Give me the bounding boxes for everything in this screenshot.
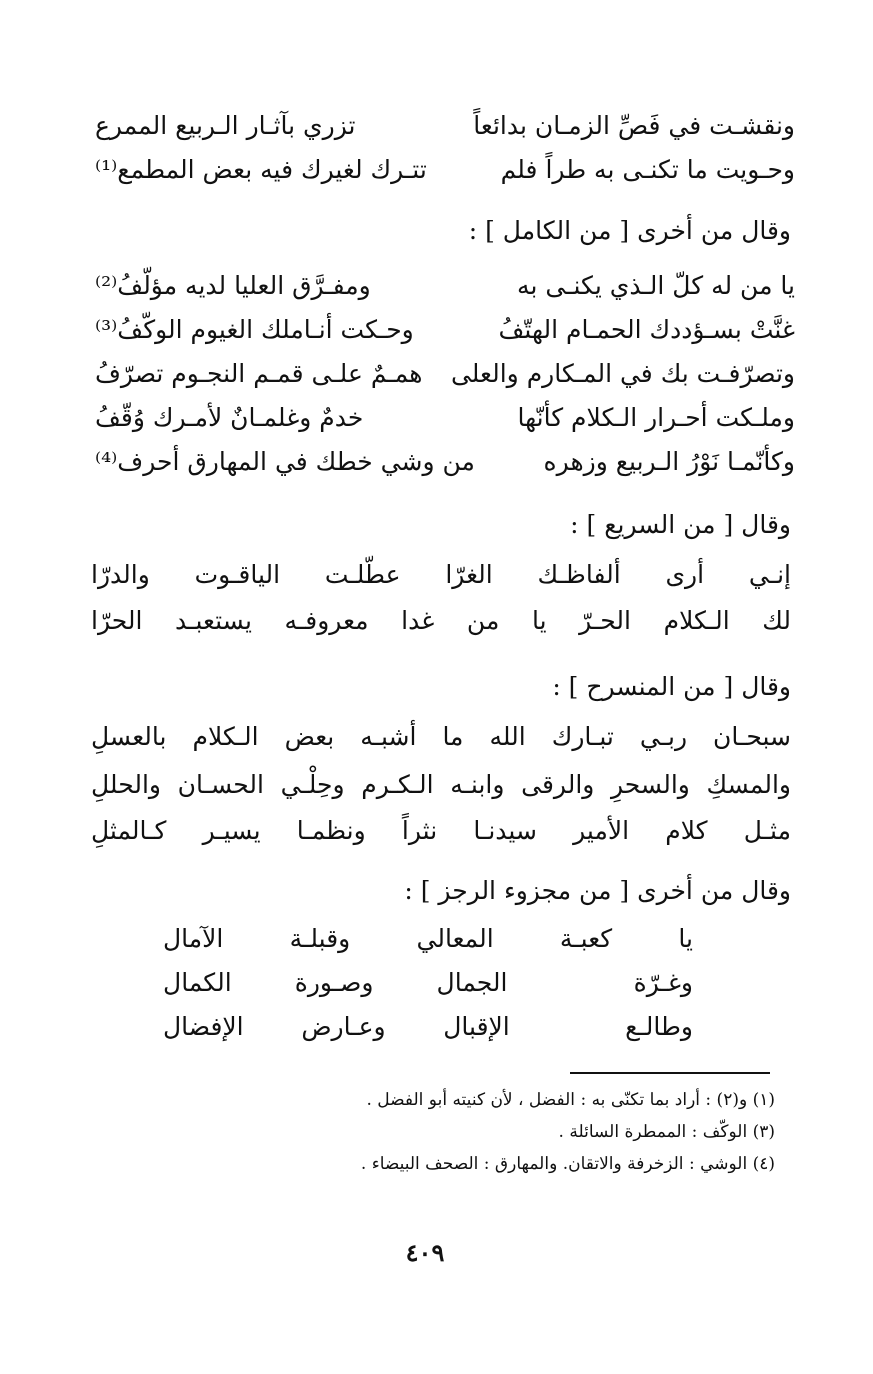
verse-hemistich-left: تزري بآثـار الـربيع الممرع [95,110,356,140]
verse-line: والمسكِ والسحرِ والرقى وابنـه الـكـرم وحِلْـي الحسـان والحللِ [91,770,791,799]
verse-word: الجمال [436,968,508,997]
verse-hemistich-right: وكأنّمـا نَوْرُ الـربيع وزهره [543,446,795,476]
verse-hemistich-left: من وشي خطك في المهارق أحرف⁽⁴⁾ [95,446,475,476]
verse-word: وقبلـة [289,924,351,953]
verse-hemistich-left: وحـكت أنـاملك الغيوم الوكّفُ⁽³⁾ [95,314,414,344]
footnote: (١) و(٢) : أراد بما تكنّى به : الفضل ، لأن كنيته أبو الفضل . [366,1090,775,1110]
verse-word: وعـارض [301,1012,386,1041]
verse-word: الإقبال [443,1012,510,1041]
verse-line [95,356,795,390]
verse-line [95,444,795,478]
verse-line [95,312,795,346]
poem-intro: وقال [ من السريع ] : [570,510,791,539]
verse-row [163,1014,693,1048]
verse-word: كعبـة [559,924,613,953]
verse-word: يا [678,924,693,953]
verse-hemistich-right: غنَّتْ بسـؤددك الحمـام الهتّفُ [498,314,795,344]
verse-word: وصـورة [294,968,374,997]
verse-row [163,970,693,1004]
footnote-separator [570,1072,770,1074]
poem-intro: وقال من أخرى [ من الكامل ] : [468,216,791,245]
poem-intro: وقال من أخرى [ من مجزوء الرجز ] : [404,876,791,905]
verse-word: الإفضال [163,1012,244,1041]
verse-word: الآمال [163,924,224,953]
verse-line: سبحـان ربـي تبـارك الله ما أشبـه بعض الـكلام بالعسلِ [91,722,791,751]
verse-hemistich-right: وحـويت ما تكنـى به طراً فلم [500,154,795,184]
verse-word: المعالي [416,924,494,953]
verse-line [95,268,795,302]
verse-row [163,926,693,960]
verse-hemistich-left: تتـرك لغيرك فيه بعض المطمع⁽¹⁾ [95,154,427,184]
verse-word: وطالـع [625,1012,693,1041]
verse-line: لك الـكلام الحـرّ يا من غدا معروفـه يستعبـد الحرّا [91,606,791,635]
verse-hemistich-left: همـمٌ علـى قمـم النجـوم تصرّفُ [95,358,423,388]
poem-intro: وقال [ من المنسرح ] : [552,672,791,701]
footnote: (٤) الوشي : الزخرفة والاتقان. والمهارق : الصحف البيضاء . [360,1154,775,1174]
verse-word: وغـرّة [633,968,693,997]
verse-hemistich-left: ومفـرَّق العليا لديه مؤلّفُ⁽²⁾ [95,270,371,300]
verse-word: الكمال [163,968,232,997]
verse-line: إنـي أرى ألفاظـك الغرّا عطّلـت الياقـوت والدرّا [91,560,791,589]
verse-line: مثـل كلام الأمير سيدنـا نثراً ونظمـا يسيـر كـالمثلِ [91,816,791,845]
verse-line [95,108,795,142]
verse-hemistich-right: وتصرّفـت بك في المـكارم والعلى [450,358,795,388]
verse-hemistich-right: ونقشـت في فَصِّ الزمـان بدائعاً [473,110,795,140]
verse-hemistich-right: وملـكت أحـرار الـكلام كأنّها [517,402,795,432]
footnote: (٣) الوكّف : الممطرة السائلة . [558,1122,775,1142]
verse-hemistich-left: خدمٌ وغلمـانٌ لأمـرك وُقّفُ [95,402,364,432]
verse-line [95,152,795,186]
page-number: ٤٠٩ [405,1238,445,1267]
verse-hemistich-right: يا من له كلّ الـذي يكنـى به [517,270,795,300]
verse-line [95,400,795,434]
